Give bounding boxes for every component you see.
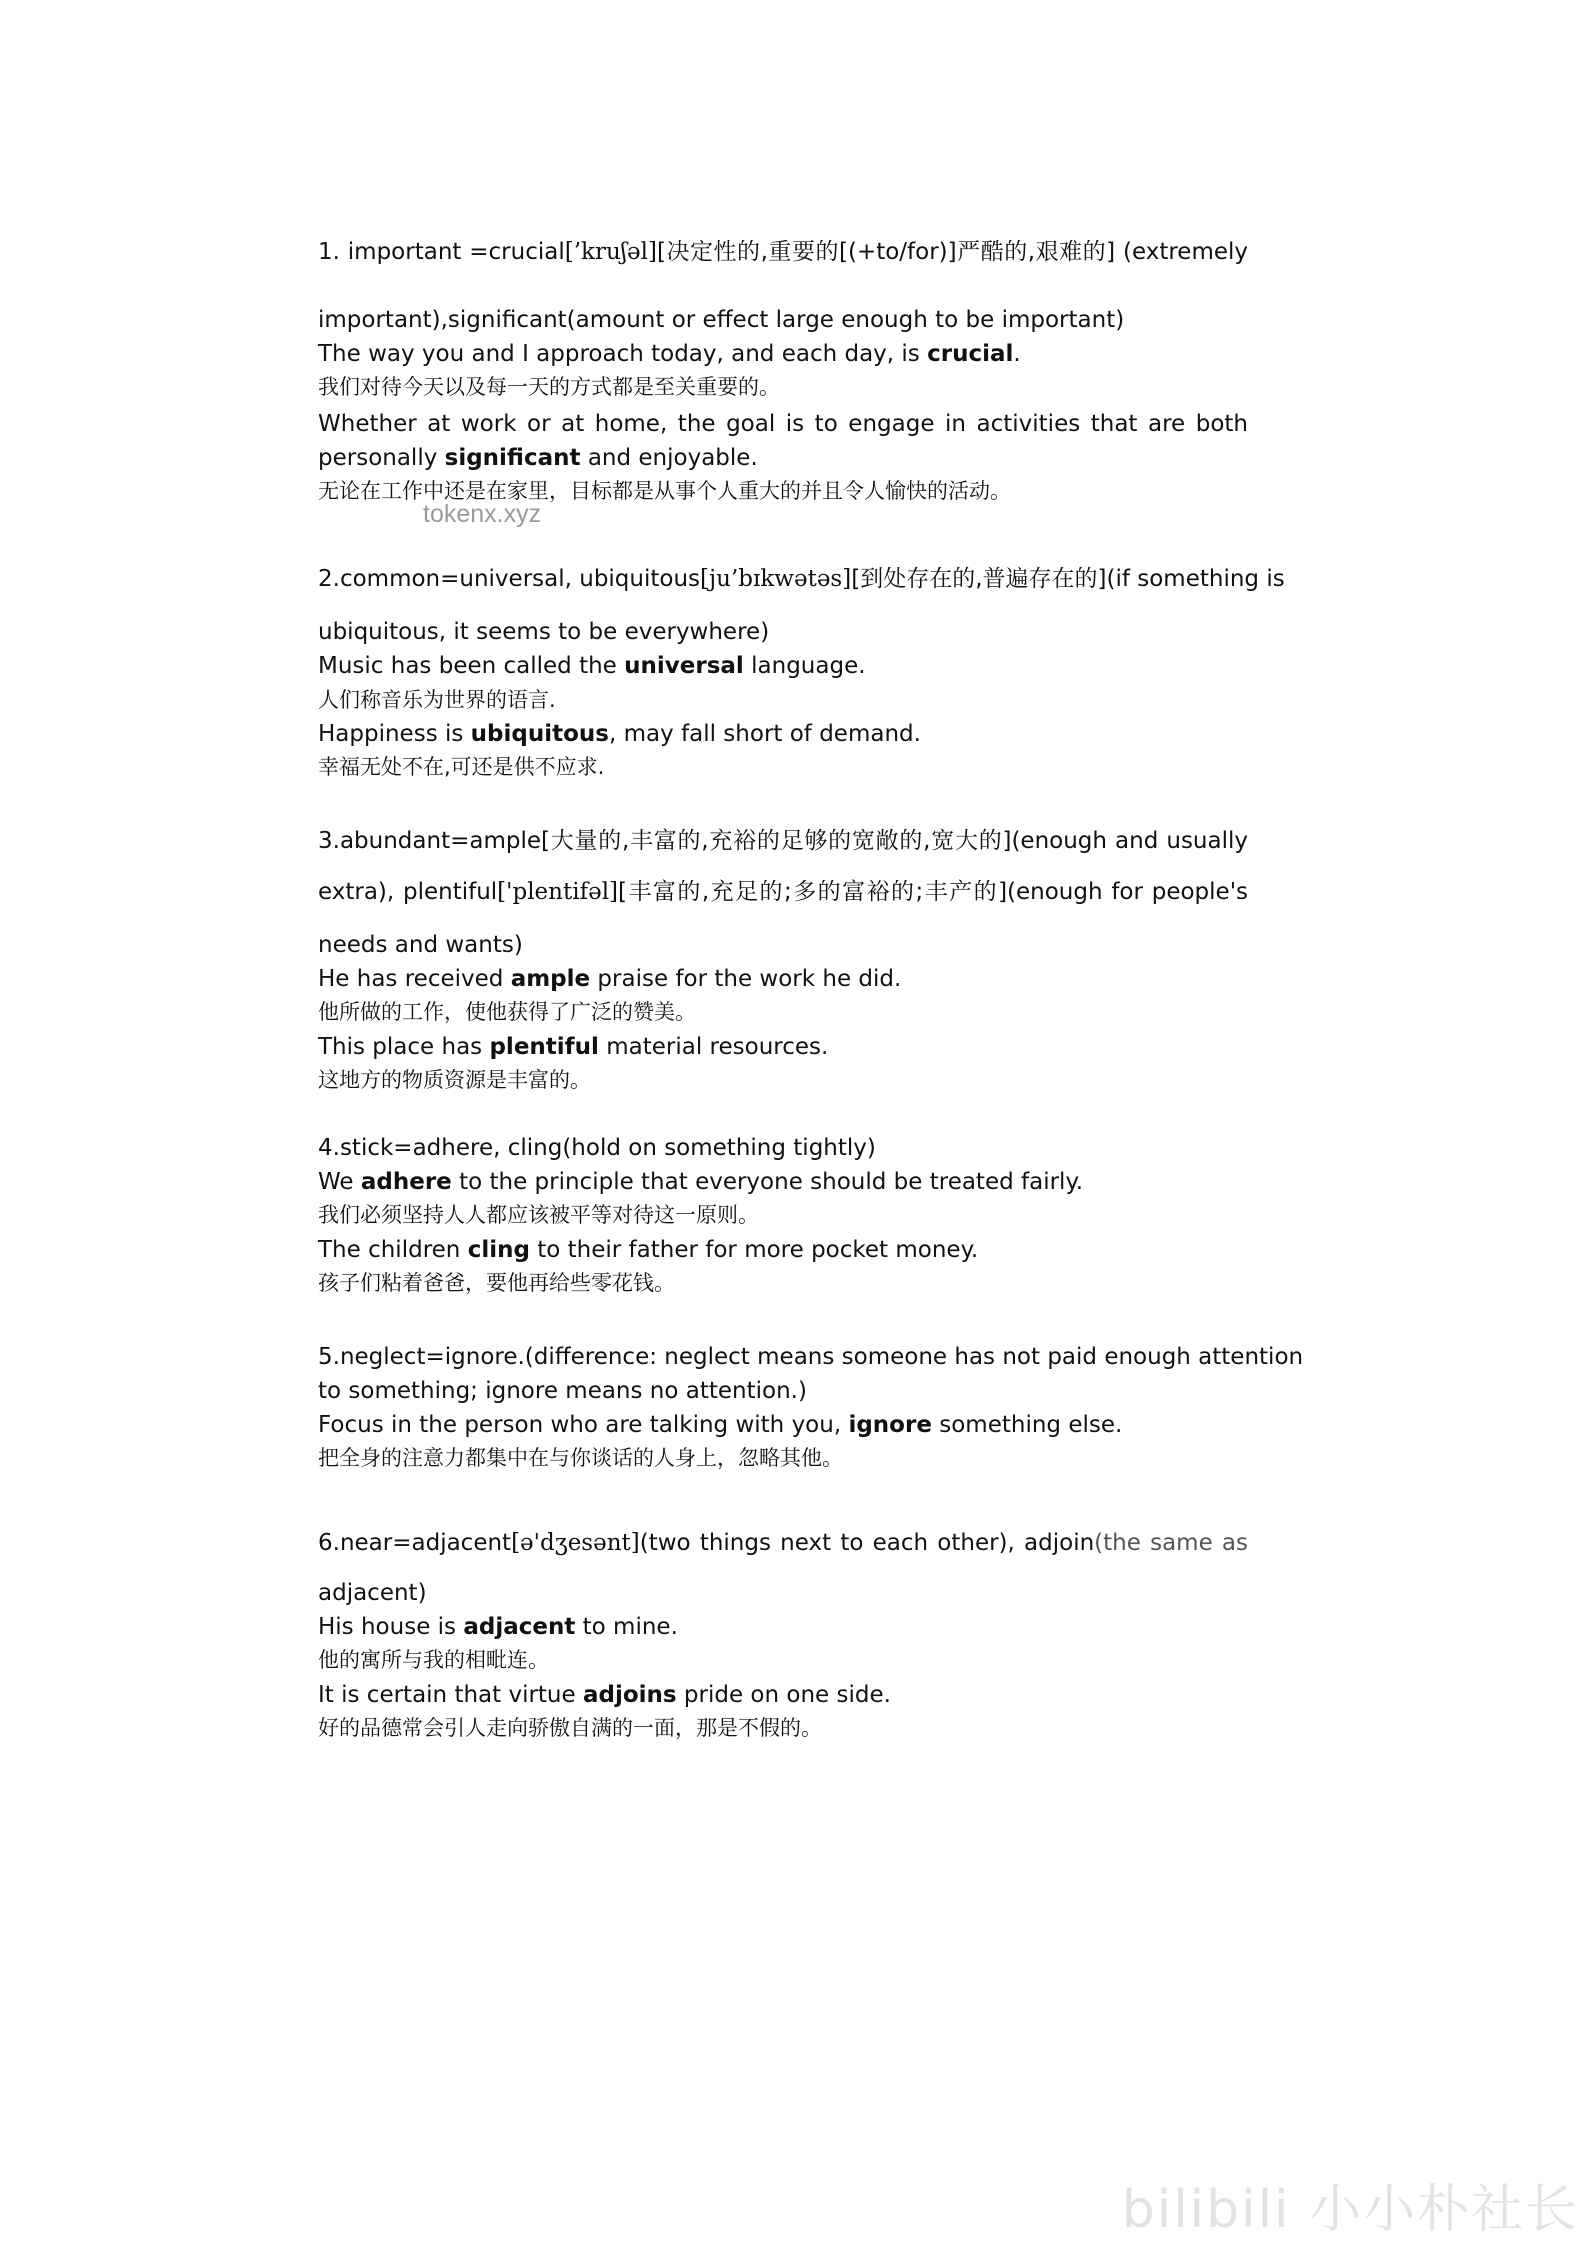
entry-2-example-2: Happiness is ubiquitous, may fall short of demand. bbox=[318, 721, 921, 747]
entry-5-heading-line-1: 5.neglect=ignore.(difference: neglect means someone has not paid enough attention bbox=[318, 1344, 1304, 1370]
keyword: adjacent bbox=[463, 1614, 576, 1640]
entry-3-heading-line-2: extra), plentiful['plentifəl][丰富的,充足的;多的富裕的;丰产的](enough for people's bbox=[318, 879, 1248, 905]
entry-1-example-1-translation: 我们对待今天以及每一天的方式都是至关重要的。 bbox=[318, 375, 780, 399]
entry-2-heading-line-2: ubiquitous, it seems to be everywhere) bbox=[318, 619, 770, 645]
entry-3-example-1-translation: 他所做的工作，使他获得了广泛的赞美。 bbox=[318, 1000, 696, 1024]
entry-4-example-1-translation: 我们必须坚持人人都应该被平等对待这一原则。 bbox=[318, 1203, 759, 1227]
entry-5-example-1: Focus in the person who are talking with you, ignore something else. bbox=[318, 1412, 1123, 1438]
entry-6-example-1: His house is adjacent to mine. bbox=[318, 1614, 678, 1640]
entry-4-example-2-translation: 孩子们粘着爸爸，要他再给些零花钱。 bbox=[318, 1271, 675, 1295]
keyword: cling bbox=[467, 1237, 530, 1263]
entry-4-example-2: The children cling to their father for more pocket money. bbox=[318, 1237, 979, 1263]
entry-6-example-1-translation: 他的寓所与我的相毗连。 bbox=[318, 1648, 549, 1672]
entry-4-example-1: We adhere to the principle that everyone should be treated fairly. bbox=[318, 1169, 1084, 1195]
entry-2-example-1: Music has been called the universal language. bbox=[318, 653, 866, 679]
keyword: plentiful bbox=[489, 1034, 599, 1060]
watermark-text: tokenx.xyz bbox=[423, 500, 542, 528]
entry-1-example-2-line-1: Whether at work or at home, the goal is to engage in activities that are both bbox=[318, 411, 1248, 437]
keyword: crucial bbox=[927, 341, 1014, 367]
entry-5-heading-line-2: to something; ignore means no attention.) bbox=[318, 1378, 807, 1404]
entry-1-example-2-line-2: personally significant and enjoyable. bbox=[318, 445, 758, 471]
keyword: significant bbox=[444, 445, 581, 471]
entry-4-heading-line-1: 4.stick=adhere, cling(hold on something tightly) bbox=[318, 1135, 876, 1161]
entry-3-example-1: He has received ample praise for the work he did. bbox=[318, 966, 902, 992]
entry-1-heading-line-1: 1. important =crucial[’kruʃəl][决定性的,重要的[(+to/for)]严酷的,艰难的] (extremely bbox=[318, 239, 1249, 265]
entry-3-example-2-translation: 这地方的物质资源是丰富的。 bbox=[318, 1068, 591, 1092]
entry-6-example-2: It is certain that virtue adjoins pride on one side. bbox=[318, 1682, 891, 1708]
entry-6-heading-line-1: 6.near=adjacent[ə'dʒesənt](two things next to each other), adjoin(the same as bbox=[318, 1530, 1248, 1556]
entry-3-heading-line-1: 3.abundant=ample[大量的,丰富的,充裕的足够的宽敞的,宽大的](enough and usually bbox=[318, 828, 1248, 854]
entry-3-example-2: This place has plentiful material resources. bbox=[318, 1034, 829, 1060]
keyword: ample bbox=[510, 966, 591, 992]
entry-3-heading-line-3: needs and wants) bbox=[318, 932, 523, 958]
keyword: adhere bbox=[360, 1169, 452, 1195]
keyword: ubiquitous bbox=[470, 721, 609, 747]
entry-1-example-2-translation: 无论在工作中还是在家里，目标都是从事个人重大的并且令人愉快的活动。 bbox=[318, 479, 1011, 503]
entry-2-example-2-translation: 幸福无处不在,可还是供不应求. bbox=[318, 755, 605, 779]
entry-6-example-2-translation: 好的品德常会引人走向骄傲自满的一面，那是不假的。 bbox=[318, 1716, 822, 1740]
entry-6-heading-line-2: adjacent) bbox=[318, 1580, 427, 1606]
entry-1-heading-line-2: important),significant(amount or effect large enough to be important) bbox=[318, 307, 1125, 333]
entry-2-heading-line-1: 2.common=universal, ubiquitous[ju’bɪkwətəs][到处存在的,普遍存在的](if something is bbox=[318, 566, 1285, 592]
corner-watermark: bilibili 小小朴社长 bbox=[1121, 2180, 1579, 2240]
entry-2-example-1-translation: 人们称音乐为世界的语言. bbox=[318, 688, 556, 712]
entry-1-example-1: The way you and I approach today, and each day, is crucial. bbox=[318, 341, 1021, 367]
keyword: adjoins bbox=[582, 1682, 677, 1708]
entry-5-example-1-translation: 把全身的注意力都集中在与你谈话的人身上，忽略其他。 bbox=[318, 1446, 843, 1470]
keyword: ignore bbox=[848, 1412, 932, 1438]
keyword: universal bbox=[624, 653, 744, 679]
